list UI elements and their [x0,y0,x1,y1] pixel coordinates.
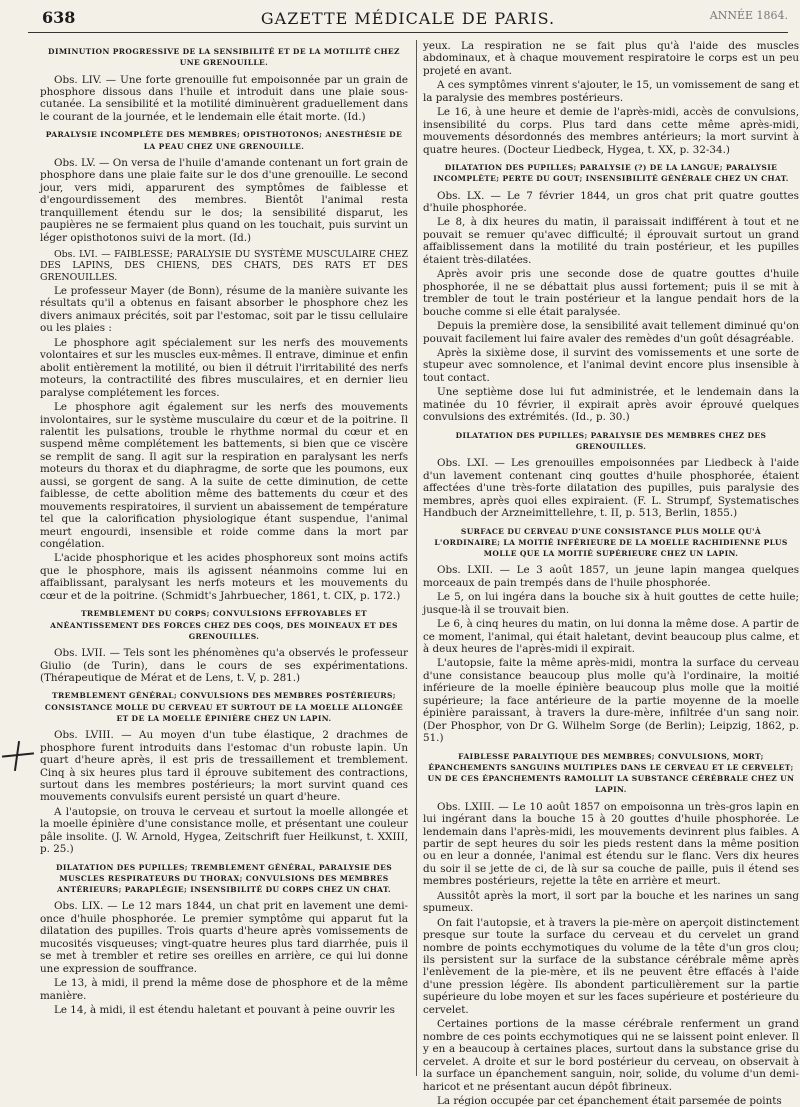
observation-heading: Obs. LVI. — FAIBLESSE; PARALYSIE DU SYSTÈME MUSCULAIRE CHEZ DES LAPINS, DES CHIENS, DES CHATS, DES RATS ET DES GRENOUILLES. [40,248,408,283]
paragraph: Obs. LX. — Le 7 février 1844, un gros chat prit quatre gouttes d'huile phosphorée. [423,189,799,215]
section-heading: TREMBLEMENT DU CORPS; CONVULSIONS EFFROYABLES ET ANÉANTISSEMENT DES FORCES CHEZ DES COQS, DES MOINEAUX ET DES GRENOUILLES. [50,609,398,641]
section-heading: FAIBLESSE PARALYTIQUE DES MEMBRES; CONVULSIONS, MORT; ÉPANCHEMENTS SANGUINS MULTIPLES DANS LE CERVEAU ET LE CERVELET; UN DE CES ÉPANCHEMENTS RAMOLLIT LA SUBSTANCE CÉRÉBRALE CHEZ UN LAPIN. [427,751,795,795]
paragraph: Obs. LXII. — Le 3 août 1857, un jeune lapin mangea quelques morceaux de pain trempés dans de l'huile phosphorée. [423,564,799,589]
paragraph: Le phosphore agit spécialement sur les nerfs des mouvements volontaires et sur les muscles eux-mêmes. Il entrave, diminue et enfin abolit entièrement la motilité, ou bien il détruit l'irritabilité des nerfs moteurs, la contractilité des fibres musculaires, et en dernier lieu paralyse complétement les forces. [40,336,408,399]
section-heading: DILATATION DES PUPILLES; PARALYSIE DES MEMBRES CHEZ DES GRENOUILLES. [455,430,767,451]
paragraph: Le 6, à cinq heures du matin, on lui donna la même dose. A partir de ce moment, l'animal, qui était haletant, devint beaucoup plus calme, et à deux heures de l'après-midi il expirait. [423,618,799,655]
left-column [40,40,408,1076]
paragraph: Obs. LXI. — Les grenouilles empoisonnées par Liedbeck à l'aide d'un lavement contenant cinq gouttes d'huile phosphorée, étaient affectées d'une très-forte dilatation des pupilles, puis paralysie des membres, après quoi elles expiraient. (F. L. Strumpf, Systematisches Handbuch der Arzneimittellehre, t. II, p. 513, Berlin, 1855.) [423,457,799,520]
paragraph: Obs. LVII. — Tels sont les phénomènes qu'a observés le professeur Giulio (de Turin), dans le cours de ses expérimentations. (Thérapeutique de Mérat et de Lens, t. V, p. 281.) [40,647,408,684]
paragraph: Le 16, à une heure et demie de l'après-midi, accès de convulsions, insensibilité du corps. Plus tard dans cette même après-midi, mouvements désordonnés des membres antérieurs; la mort survint à quatre heures. (Docteur Liedbeck, Hygea, t. XX, p. 32-34.) [423,106,799,156]
right-column [416,40,799,1107]
section-heading: SURFACE DU CERVEAU D'UNE CONSISTANCE PLUS MOLLE QU'À L'ORDINAIRE; LA MOITIÉ INFÉRIEURE DE LA MOELLE RACHIDIENNE PLUS MOLLE QUE LA MOITIÉ SUPÉRIEURE CHEZ UN LAPIN. [434,526,788,558]
paragraph: Le 13, à midi, il prend la même dose de phosphore et de la même manière. [40,977,408,1002]
paragraph: Depuis la première dose, la sensibilité avait tellement diminué qu'on pouvait facilement lui faire avaler des remèdes d'un goût désagréable. [423,320,799,345]
journal-title: GAZETTE MÉDICALE DE PARIS. [260,9,556,28]
paragraph: A ces symptômes vinrent s'ajouter, le 15, un vomissement de sang et la paralysie des membres postérieurs. [423,79,799,104]
page-number: 638 [42,8,76,27]
handwritten-cross-mark [2,741,34,771]
paragraph: Le 5, on lui ingéra dans la bouche six à huit gouttes de cette huile; jusque-là il se trouvait bien. [423,591,799,616]
section-heading: DIMINUTION PROGRESSIVE DE LA SENSIBILITÉ ET DE LA MOTILITÉ CHEZ UNE GRENOUILLE. [48,47,400,68]
paragraph: On fait l'autopsie, et à travers la pie-mère on aperçoit distinctement presque sur toute la surface du cerveau et du cervelet un grand nombre de points ecchymotiques du volume de la tête d'un gros clou; ils persistent sur la surface de la substance cérébrale même après l'enlèvement de la pie-mère, et ils ne peuvent être effacés à l'aide d'une pression légère. Ils abondent particulièrement sur la partie supérieure du lobe moyen et sur les faces supérieure et postérieure du cervelet. [423,916,799,1016]
paragraph: Une septième dose lui fut administrée, et le lendemain dans la matinée du 10 février, il expirait après avoir éprouvé quelques convulsions des extrémités. (Id., p. 30.) [423,386,799,424]
paragraph: La région occupée par cet épanchement était parsemée de points [437,1095,782,1107]
paragraph: L'acide phosphorique et les acides phosphoreux sont moins actifs que le phosphore, mais ils agissent néanmoins comme lui en affaiblissant, paralysant les nerfs moteurs et les mouvements du cœur et de la poitrine. (Schmidt's Jahrbuecher, 1861, t. CIX, p. 172.) [40,552,408,602]
paragraph: Obs. LIV. — Une forte grenouille fut empoisonnée par un grain de phosphore dissous dans l'huile et introduit dans une plaie sous-cutanée. La sensibilité et la motilité diminuèrent graduellement dans le courant de la journée, et le lendemain elle était morte. (Id.) [40,73,408,123]
section-heading: DILATATION DES PUPILLES; TREMBLEMENT GÉNÉRAL, PARALYSIE DES MUSCLES RESPIRATEURS DU THORAX; CONVULSIONS DES MEMBRES ANTÉRIEURS; PARAPLÉGIE; INSENSIBILITÉ DU CORPS CHEZ UN CHAT. [55,862,393,895]
paragraph: Aussitôt après la mort, il sort par la bouche et les narines un sang spumeux. [423,889,799,915]
paragraph: Après avoir pris une seconde dose de quatre gouttes d'huile phosphorée, il ne se débattait plus aussi fortement; puis il se mit à trembler de tout le train postérieur et la langue pendait hors de la bouche comme si elle était paralysée. [423,268,799,318]
section-heading: TREMBLEMENT GÉNÉRAL; CONVULSIONS DES MEMBRES POSTÉRIEURS; CONSISTANCE MOLLE DU CERVEAU ET SURTOUT DE LA MOELLE ALLONGÉE ET DE LA MOELLE ÉPINIÈRE CHEZ UN LAPIN. [44,691,404,723]
paragraph: Obs. LXIII. — Le 10 août 1857 on empoisonna un très-gros lapin en lui ingérant dans la bouche 15 à 20 gouttes d'huile phosphorée. Le lendemain dans l'après-midi, les mouvements devinrent plus faibles. A partir de sept heures du soir les pieds restent dans la même position ou en leur a donnée, l'animal est étendu sur le flanc. Vers dix heures du soir il se jette de ci, de là sur sa couche de paille, puis il étend ses membres postérieurs, rejette la tête en arrière et meurt. [423,800,799,888]
paragraph: Le 14, à midi, il est étendu haletant et pouvant à peine ouvrir les [54,1004,395,1017]
page-header [28,6,788,33]
paragraph: Le phosphore agit également sur les nerfs des mouvements involontaires, sur le système musculaire du cœur et de la poitrine. Il ralentit les pulsations, trouble le rhythme normal du cœur et en suspend même complétement les battements, si bien que ce viscère se remplit de sang. Il agit sur la respiration en paralysant les nerfs moteurs du thorax et du diaphragme, de sorte que les poumons, eux aussi, se gorgent de sang. A la suite de cette diminution, de cette faiblesse, de cette abolition même des battements du cœur et des mouvements respiratoires, il survient un abaissement de température tel que la calorification physiologique étant suspendue, l'animal meurt engourdi, insensible et roide comme dans la mort par congélation. [40,401,408,551]
paragraph: Obs. LVIII. — Au moyen d'un tube élastique, 2 drachmes de phosphore furent introduits dans l'estomac d'un robuste lapin. Un quart d'heure après, il est pris de tressaillement et tremblement. Cinq à six heures plus tard il éprouve subitement des contractions, surtout dans les membres postérieurs; la mort survint quand ces mouvements convulsifs eurent persisté un quart d'heure. [40,729,408,804]
paragraph: Certaines portions de la masse cérébrale renferment un grand nombre de ces points ecchymotiques qui ne se laissent point enlever. Il y en a beaucoup à certaines places, surtout dans la substance grise du cervelet. A droite et sur le bord postérieur du cerveau, on observait à la surface un épanchement sanguin, noir, solide, du volume d'un demi-haricot et ne présentant aucun dépôt fibrineux. [423,1018,799,1093]
paragraph: Obs. LV. — On versa de l'huile d'amande contenant un fort grain de phosphore dans une plaie faite sur le dos d'une grenouille. Le second jour, vers midi, apparurent des symptômes de faiblesse et d'engourdissement des membres. Bientôt l'animal resta tranquillement étendu sur le dos; la sensibilité disparut, les paupières ne se fermaient plus quand on les touchait, puis survint un léger opisthotonos suivi de la mort. (Id.) [40,156,408,244]
header-note: ANNÉE 1864. [709,9,788,22]
paragraph: Après la sixième dose, il survint des vomissements et une sorte de stupeur avec somnolence, et l'animal devint encore plus insensible à tout contact. [423,347,799,384]
paragraph: yeux. La respiration ne se fait plus qu'à l'aide des muscles abdominaux, et à chaque mouvement respiratoire le corps est un peu projeté en avant. [423,40,799,77]
paragraph: A l'autopsie, on trouva le cerveau et surtout la moelle allongée et la moelle épinière d'une consistance molle, et présentant une couleur pâle insolite. (J. W. Arnold, Hygea, Zeitschrift fuer Heilkunst, t. XXIII, p. 25.) [40,805,408,856]
paragraph: L'autopsie, faite la même après-midi, montra la surface du cerveau d'une consistance beaucoup plus molle qu'à l'ordinaire, la moitié inférieure de la moelle épinière beaucoup plus molle que la moitié supérieure; la face antérieure de la partie moyenne de la moelle épinière paraissant, à travers la dure-mère, infiltrée d'un sang noir. (Der Phosphor, von Dr G. Wilhelm Sorge (de Berlin); Leipzig, 1862, p. 51.) [423,657,799,745]
section-heading: PARALYSIE INCOMPLÈTE DES MEMBRES; OPISTHOTONOS; ANESTHÉSIE DE LA PEAU CHEZ UNE GRENOUILLE. [45,130,403,151]
paragraph: Le professeur Mayer (de Bonn), résume de la manière suivante les résultats qu'il a obtenus en faisant absorber le phosphore chez les divers animaux précités, soit par l'estomac, soit par le tissu cellulaire ou les plaies : [40,284,408,335]
paragraph: Obs. LIX. — Le 12 mars 1844, un chat prit en lavement une demi-once d'huile phosphorée. Le premier symptôme qui apparut fut la dilatation des pupilles. Trois quarts d'heure après vomissements de mucosités visqueuses; vingt-quatre heures plus tard diarrhée, puis il se met à trembler et retire ses oreilles en arrière, ce qui lui donne une expression de souffrance. [40,900,408,975]
paragraph: Le 8, à dix heures du matin, il paraissait indifférent à tout et ne pouvait se remuer qu'avec difficulté; il éprouvait surtout un grand affaiblissement dans la motilité du train postérieur, et les pupilles étaient très-dilatées. [423,216,799,266]
section-heading: DILATATION DES PUPILLES; PARALYSIE (?) DE LA LANGUE; PARALYSIE INCOMPLÈTE; PERTE DU GOUT; INSENSIBILITÉ GÉNÉRALE CHEZ UN CHAT. [433,163,789,184]
